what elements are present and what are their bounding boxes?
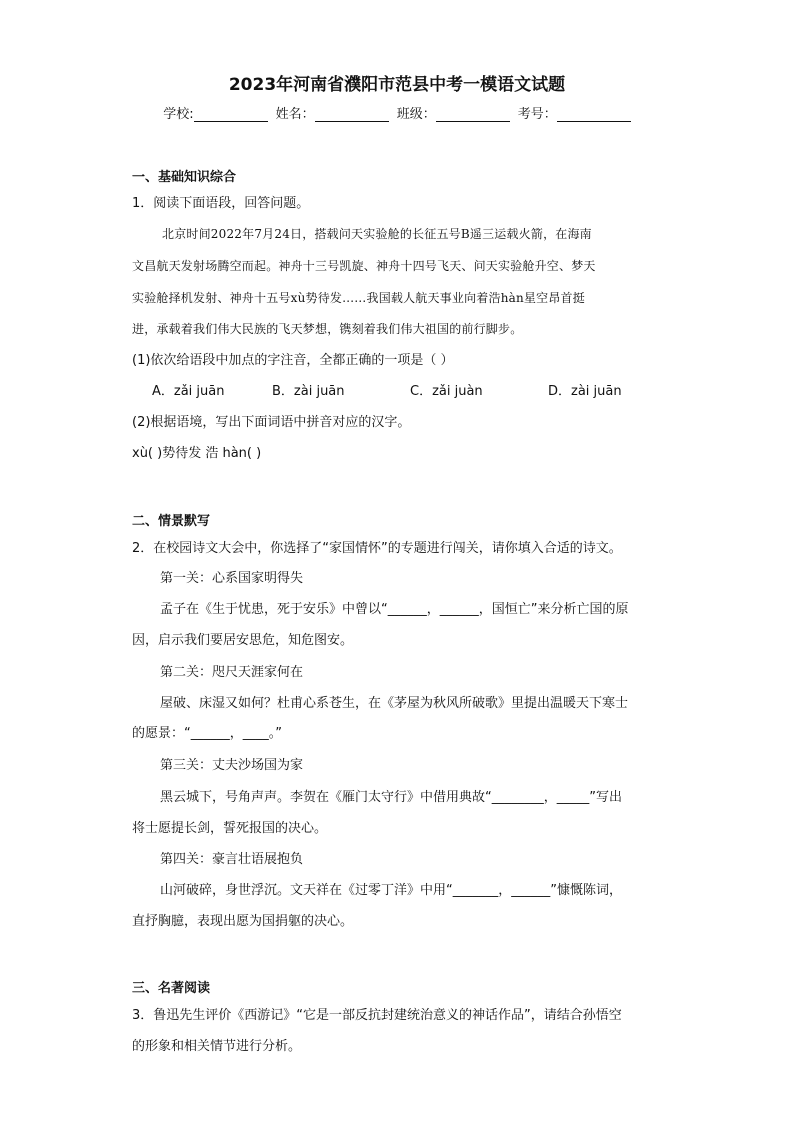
level1-text-a[interactable]: 孟子在《生于忧患，死于安乐》中曾以“______，______，国恒亡”来分析亡国的原 — [160, 602, 629, 617]
name-label: 姓名： — [275, 107, 315, 122]
q2-stem: 2．在校园诗文大会中，你选择了“家国情怀”的专题进行闯关，请你填入合适的诗文。 — [132, 541, 622, 556]
q3-text-b: 的形象和相关情节进行分析。 — [132, 1039, 302, 1054]
exam-no-field[interactable] — [518, 103, 631, 122]
level4-text-a[interactable]: 山河破碎，身世浮沉。文天祥在《过零丁洋》中用“_______，______”慷慨陈词， — [160, 883, 622, 898]
level3-title: 第三关：丈夫沙场国为家 — [160, 758, 304, 773]
passage-line-1: 北京时间2022年7月24日，搭载问天实验舱的长征五号B遥三运载火箭，在海南 — [162, 227, 592, 241]
class-label: 班级： — [396, 107, 436, 122]
school-blank[interactable] — [194, 107, 268, 122]
passage-line-4: 进，承载着我们伟大民族的飞天梦想，镌刻着我们伟大祖国的前行脚步。 — [132, 322, 523, 336]
level2-text-b[interactable]: 的愿景：“______，____。” — [132, 726, 282, 741]
student-info-row — [0, 103, 794, 122]
name-field[interactable] — [276, 103, 389, 122]
pinyin-fill-line[interactable]: xù( )势待发 浩 hàn( ) — [132, 446, 262, 461]
option-a[interactable]: A．zǎi juān — [152, 384, 225, 399]
section2-heading: 二、情景默写 — [132, 514, 211, 529]
class-field[interactable] — [397, 103, 510, 122]
q1-stem: 1．阅读下面语段，回答问题。 — [132, 196, 310, 211]
level4-text-b: 直抒胸臆，表现出愿为国捐躯的决心。 — [132, 914, 354, 929]
section1-heading: 一、基础知识综合 — [132, 170, 237, 185]
level2-text-a: 屋破、床湿又如何？杜甫心系苍生，在《茅屋为秋风所破歌》里提出温暖天下寒士 — [160, 696, 629, 711]
name-blank[interactable] — [315, 107, 389, 122]
option-c[interactable]: C．zǎi juàn — [410, 384, 483, 399]
level4-title: 第四关：豪言壮语展抱负 — [160, 852, 304, 867]
passage-line-3: 实验舱择机发射、神舟十五号xù势待发……我国载人航天事业向着浩hàn星空昂首挺 — [132, 291, 585, 305]
school-label: 学校: — [163, 107, 194, 122]
option-b[interactable]: B．zài juān — [272, 384, 345, 399]
class-blank[interactable] — [436, 107, 510, 122]
level2-title: 第二关：咫尺天涯家何在 — [160, 665, 304, 680]
level1-text-b: 因，启示我们要居安思危，知危图安。 — [132, 633, 354, 648]
level3-text-b: 将士愿提长剑，誓死报国的决心。 — [132, 821, 328, 836]
page-title: 2023年河南省濮阳市范县中考一模语文试题 — [228, 75, 566, 95]
sub-question-1: (1)依次给语段中加点的字注音，全都正确的一项是（ ） — [132, 353, 454, 368]
exam-no-label: 考号： — [517, 107, 557, 122]
section3-heading: 三、名著阅读 — [132, 981, 211, 996]
level1-title: 第一关：心系国家明得失 — [160, 571, 304, 586]
sub-question-2: (2)根据语境，写出下面词语中拼音对应的汉字。 — [132, 415, 411, 430]
q3-text-a: 3．鲁迅先生评价《西游记》“它是一部反抗封建统治意义的神话作品”，请结合孙悟空 — [132, 1008, 622, 1023]
option-d[interactable]: D．zài juān — [548, 384, 622, 399]
exam-no-blank[interactable] — [557, 107, 631, 122]
passage-line-2: 文昌航天发射场腾空而起。神舟十三号凯旋、神舟十四号飞天、问天实验舱升空、梦天 — [132, 259, 596, 273]
level3-text-a[interactable]: 黑云城下，号角声声。李贺在《雁门太守行》中借用典故“________，_____”写出 — [160, 790, 622, 805]
school-field[interactable] — [163, 103, 267, 122]
